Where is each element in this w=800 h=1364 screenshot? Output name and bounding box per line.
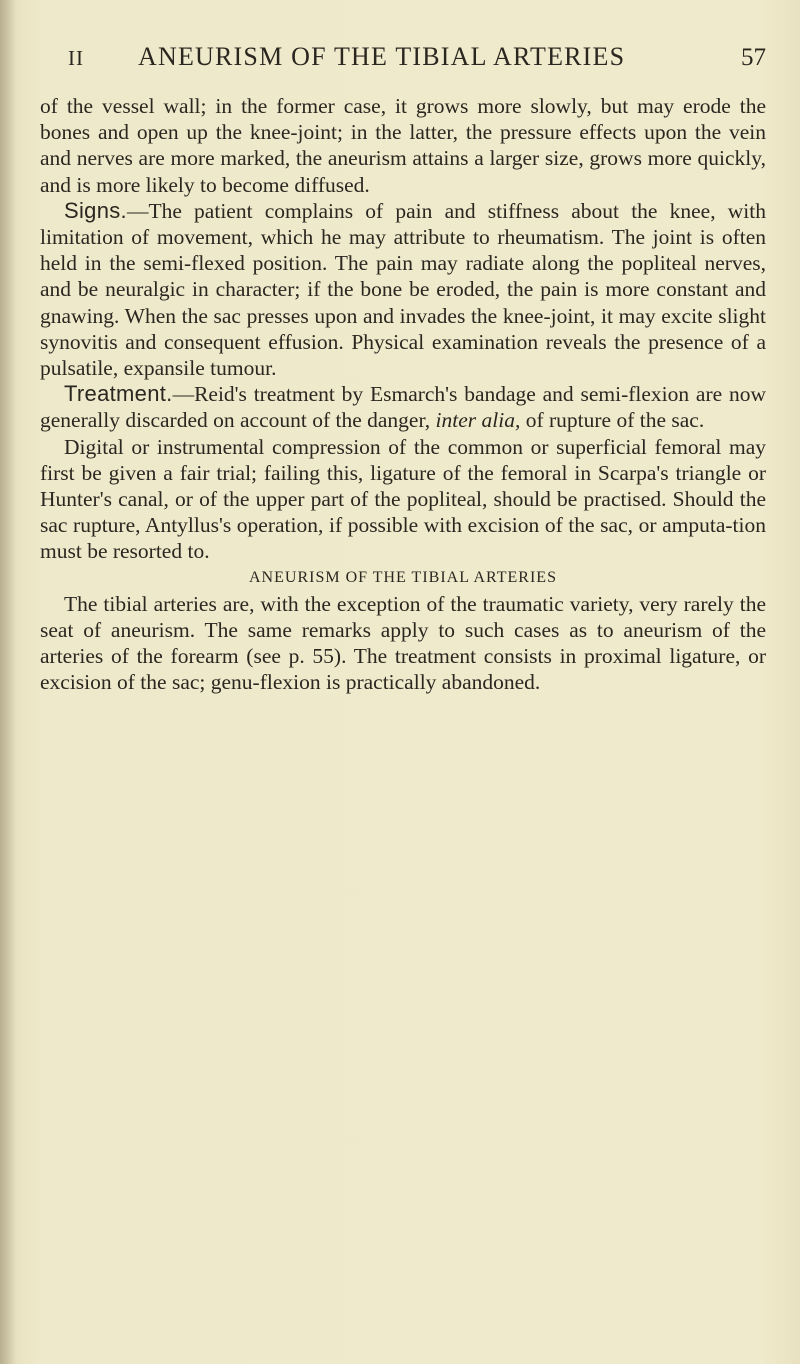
section-title: ANEURISM OF THE TIBIAL ARTERIES [249, 568, 557, 586]
spine-shadow [0, 0, 16, 1364]
running-head [40, 42, 766, 82]
page-number: 57 [741, 44, 766, 71]
paragraph-signs [40, 198, 766, 381]
signs-text: —The patient complains of pain and stiffness about the knee, with limitation of movement, which he may attribute to rheumatism. The joint is often held in the semi-flexed position. The pain may radiate along the popliteal nerves, and be neuralgic in character; if the bone be eroded, the pain is more constant and gnawing. When the sac presses upon and invades the knee-joint, it may excite slight synovitis and consequent effusion. Physical examination reveals the presence of a pulsatile, expansile tumour. [40, 198, 766, 381]
treatment-heading: Treatment. [64, 381, 173, 407]
paragraph-compression: Digital or instrumental compression of the common or superficial femoral may first be given a fair trial; failing this, ligature of the femoral in Scarpa's triangle or Hunter's canal, or of the upper part of the popliteal, should be practised. Should the sac rupture, Antyllus's operation, if possible with excision of the sac, or amputa-tion must be resorted to. [40, 434, 766, 564]
chapter-number: II [68, 46, 84, 70]
paragraph-continuation: of the vessel wall; in the former case, it grows more slowly, but may erode the bones and open up the knee-joint; in the latter, the pressure effects upon the vein and nerves are more marked, the aneurism attains a larger size, grows more quickly, and is more likely to become diffused. [40, 94, 766, 197]
treatment-italic: inter alia, [435, 408, 521, 433]
paragraph-tibial: The tibial arteries are, with the exception of the traumatic variety, very rarely the seat of aneurism. The same remarks apply to such cases as to aneurism of the arteries of the forearm (see p. 55). The treatment consists in proximal ligature, or excision of the sac; genu-flexion is practically abandoned. [40, 591, 766, 695]
paragraph-treatment [40, 381, 766, 433]
running-head-title: ANEURISM OF THE TIBIAL ARTERIES [138, 42, 626, 71]
signs-heading: Signs. [64, 197, 127, 223]
body-text [40, 93, 766, 696]
treatment-text-a: —Reid's treatment by Esmarch's bandage and semi-flexion are now generally discarded on account of the danger, [40, 382, 766, 433]
treatment-text-b: of rupture of the sac. [525, 408, 705, 433]
